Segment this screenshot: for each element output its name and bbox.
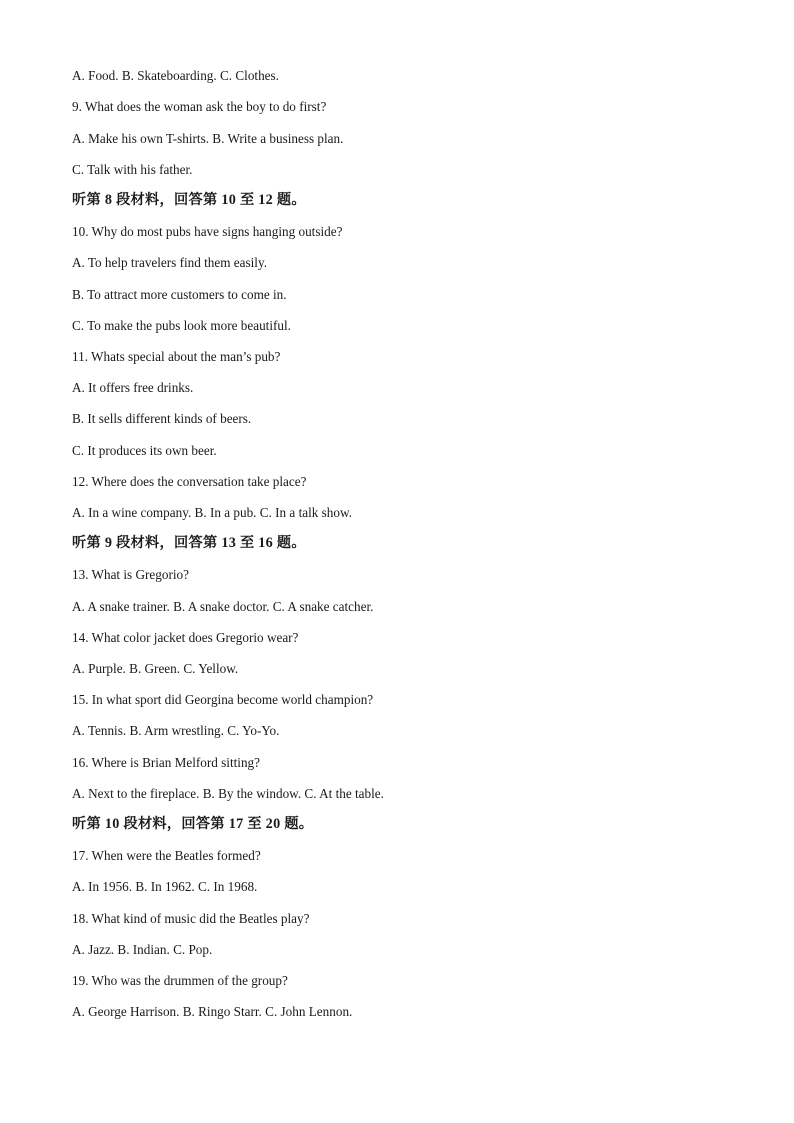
option-line: A. To help travelers find them easily. bbox=[72, 255, 268, 270]
option-line: A. A snake trainer. B. A snake doctor. C. A snake catcher. bbox=[72, 599, 374, 614]
option-line: A. Tennis. B. Arm wrestling. C. Yo-Yo. bbox=[72, 723, 280, 738]
question-line: 13. What is Gregorio? bbox=[72, 567, 189, 582]
question-line: 11. Whats special about the man’s pub? bbox=[72, 349, 281, 364]
option-line: C. Talk with his father. bbox=[72, 162, 193, 177]
question-line: 17. When were the Beatles formed? bbox=[72, 848, 261, 863]
question-line: 9. What does the woman ask the boy to do first? bbox=[72, 99, 327, 114]
option-line: A. Next to the fireplace. B. By the window. C. At the table. bbox=[72, 786, 384, 801]
option-line: A. In 1956. B. In 1962. C. In 1968. bbox=[72, 879, 258, 894]
question-line: 12. Where does the conversation take place? bbox=[72, 474, 307, 489]
question-line: 10. Why do most pubs have signs hanging outside? bbox=[72, 224, 343, 239]
option-line: A. It offers free drinks. bbox=[72, 380, 194, 395]
question-line: 16. Where is Brian Melford sitting? bbox=[72, 755, 261, 770]
question-line: 15. In what sport did Georgina become world champion? bbox=[72, 692, 374, 707]
option-line: C. To make the pubs look more beautiful. bbox=[72, 318, 291, 333]
section-heading: 听第 8 段材料，回答第 10 至 12 题。 bbox=[72, 192, 306, 208]
question-line: 19. Who was the drummen of the group? bbox=[72, 973, 288, 988]
option-line: A. George Harrison. B. Ringo Starr. C. John Lennon. bbox=[72, 1004, 353, 1019]
option-line: A. Jazz. B. Indian. C. Pop. bbox=[72, 942, 213, 957]
section-heading: 听第 10 段材料，回答第 17 至 20 题。 bbox=[72, 816, 314, 832]
option-line: A. Make his own T-shirts. B. Write a business plan. bbox=[72, 131, 344, 146]
option-line: B. To attract more customers to come in. bbox=[72, 287, 287, 302]
option-line: B. It sells different kinds of beers. bbox=[72, 411, 252, 426]
option-line: C. It produces its own beer. bbox=[72, 443, 217, 458]
option-line: A. Purple. B. Green. C. Yellow. bbox=[72, 661, 239, 676]
question-line: 18. What kind of music did the Beatles play? bbox=[72, 911, 310, 926]
section-heading: 听第 9 段材料，回答第 13 至 16 题。 bbox=[72, 535, 306, 551]
option-line: A. In a wine company. B. In a pub. C. In a talk show. bbox=[72, 505, 352, 520]
option-line: A. Food. B. Skateboarding. C. Clothes. bbox=[72, 68, 279, 83]
question-line: 14. What color jacket does Gregorio wear? bbox=[72, 630, 299, 645]
